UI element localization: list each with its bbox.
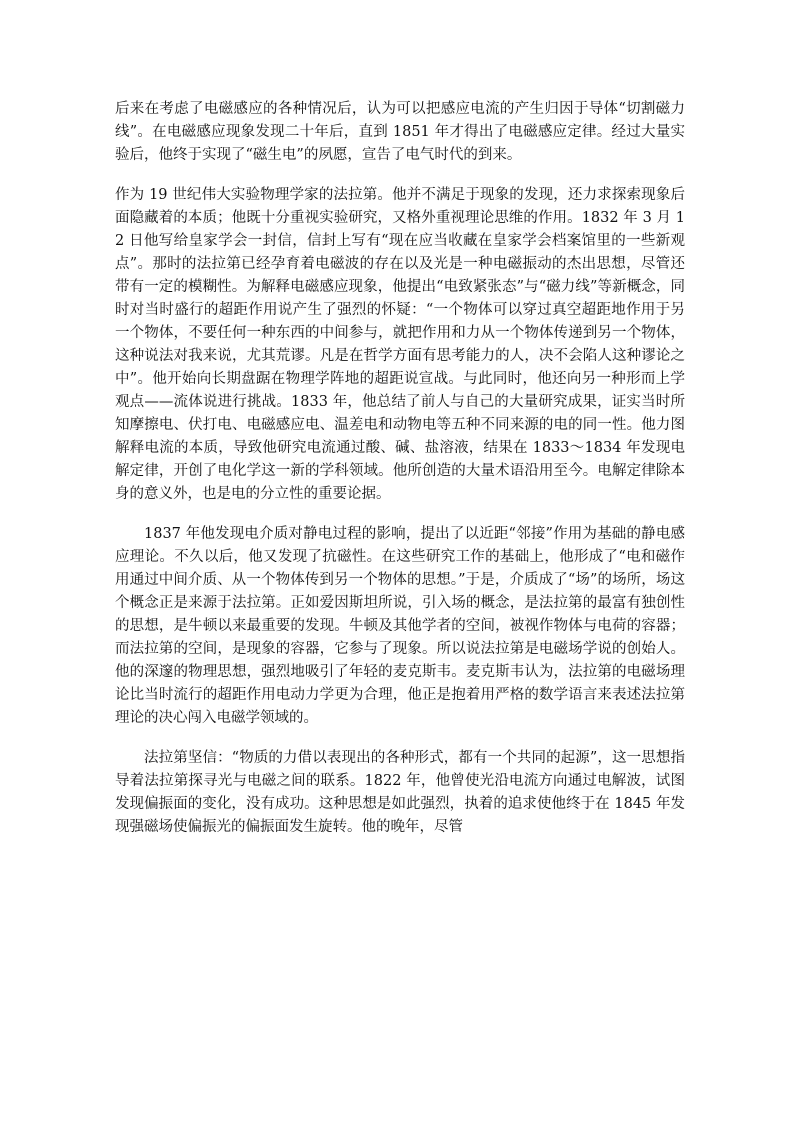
paragraph-faraday-theory-thinking: 作为 19 世纪伟大实验物理学家的法拉第。他并不满足于现象的发现，还力求探索现象后面隐藏着的本质；他既十分重视实验研究，又格外重视理论思维的作用。1832 年 3 月 12 日他写给皇家学会一封信，信封上写有“现在应当收藏在皇家学会档案馆里的一些新观点”。那时的法拉第已经孕育着电磁波的存在以及光是一种电磁振动的杰出思想，尽管还带有一定的模糊性。为解释电磁感应现象，他提出“电致紧张态”与“磁力线”等新概念，同时对当时盛行的超距作用说产生了强烈的怀疑：“一个物体可以穿过真空超距地作用于另一个物体，不要任何一种东西的中间参与，就把作用和力从一个物体传递到另一个物体，这种说法对我来说，尤其荒谬。凡是在哲学方面有思考能力的人，决不会陷人这种谬论之中”。他开始向长期盘踞在物理学阵地的超距说宣战。与此同时，他还向另一种形而上学观点——流体说进行挑战。1833 年，他总结了前人与自己的大量研究成果，证实当时所知摩擦电、伏打电、电磁感应电、温差电和动物电等五种不同来源的电的同一性。他力图解释电流的本质，导致他研究电流通过酸、碱、盐溶液，结果在 1833～1834 年发现电解定律，开创了电化学这一新的学科领域。他所创造的大量术语沿用至今。电解定律除本身的意义外，也是电的分立性的重要论据。 <box>115 187 685 502</box>
paragraph-light-and-magnetism: 法拉第坚信：“物质的力借以表现出的各种形式，都有一个共同的起源”，这一思想指导着法拉第探寻光与电磁之间的联系。1822 年，他曾使光沿电流方向通过电解波，试图发现偏振面的变化，没有成功。这种思想是如此强烈，执着的追求使他终于在 1845 年发现强磁场使偏振光的偏振面发生旋转。他的晚年，尽管 <box>115 750 685 835</box>
paragraph-electromagnetic-induction-law: 后来在考虑了电磁感应的各种情况后，认为可以把感应电流的产生归因于导体“切割磁力线”。在电磁感应现象发现二十年后，直到 1851 年才得出了电磁感应定律。经过大量实验后，他终于实现了“磁生电”的夙愿，宣告了电气时代的到来。 <box>115 101 685 163</box>
document-body <box>115 98 685 839</box>
paragraph-field-concept: 1837 年他发现电介质对静电过程的影响，提出了以近距“邻接”作用为基础的静电感应理论。不久以后，他又发现了抗磁性。在这些研究工作的基础上，他形成了“电和磁作用通过中间介质、从一个物体传到另一个物体的思想。”于是，介质成了“场”的场所，场这个概念正是来源于法拉第。正如爱因斯坦所说，引入场的概念，是法拉第的最富有独创性的思想，是牛顿以来最重要的发现。牛顿及其他学者的空间，被视作物体与电荷的容器；而法拉第的空间，是现象的容器，它参与了现象。所以说法拉第是电磁场学说的创始人。他的深邃的物理思想，强烈地吸引了年轻的麦克斯韦。麦克斯韦认为，法拉第的电磁场理论比当时流行的超距作用电动力学更为合理，他正是抱着用严格的数学语言来表述法拉第理论的决心闯入电磁学领域的。 <box>115 526 685 726</box>
